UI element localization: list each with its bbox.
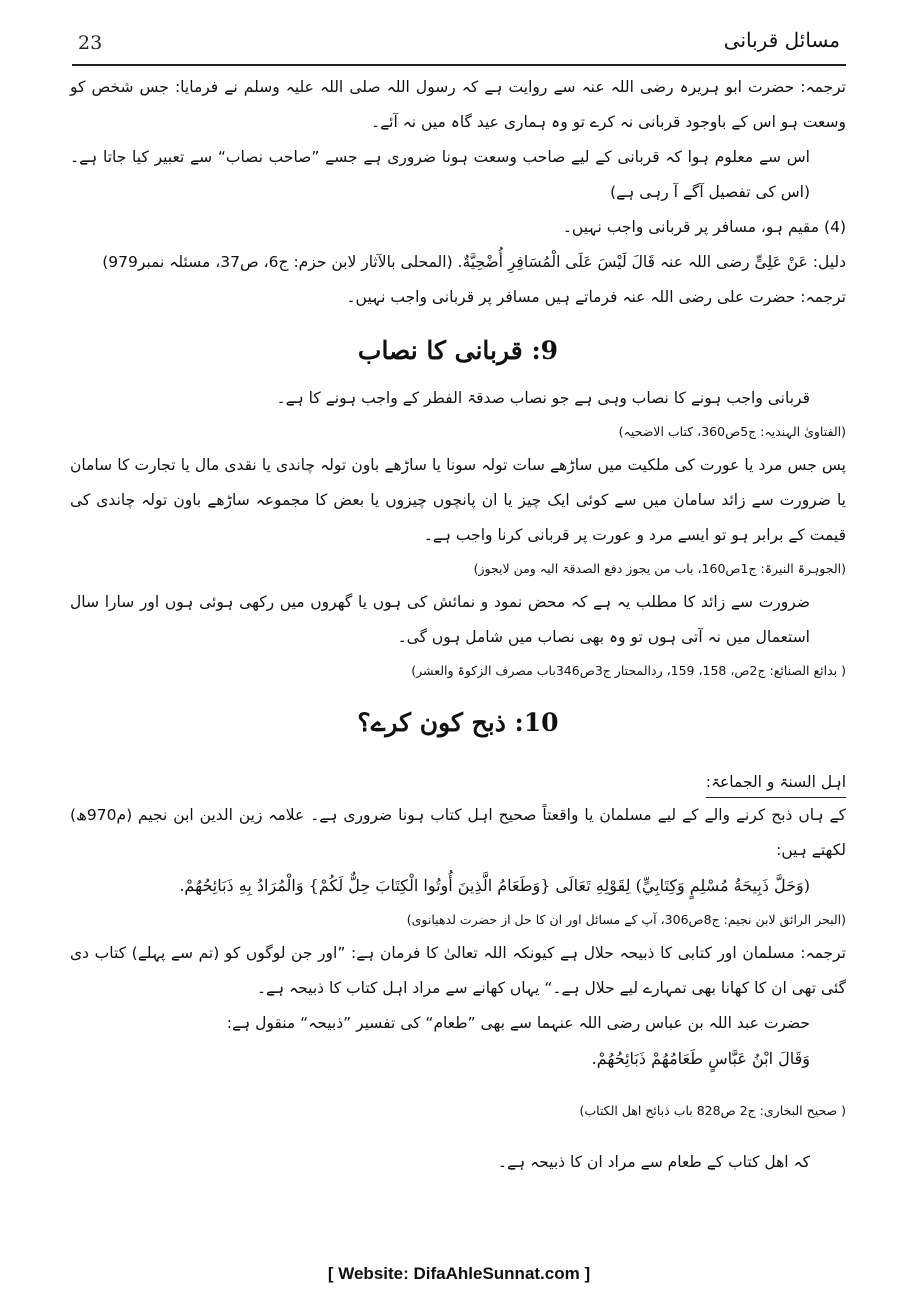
reference: (البحر الرائق لابن نجیم: ج8ص306، آپ کے مسائل اور ان کا حل از حضرت لدھیانوی) xyxy=(406,912,846,927)
section-heading: 10: ذبح کون کرے؟ xyxy=(357,708,559,737)
page-header xyxy=(72,28,846,66)
reference: (الجوہرۃ النیرۃ: ج1ص160، باب من یجوز دفع الصدقۃ الیہ ومن لایجوز) xyxy=(473,561,846,576)
body-paragraph: حضرت عبد اللہ بن عباس رضی اللہ عنہما سے بھی ”طعام“ کی تفسیر ”ذبیحہ“ منقول ہے: xyxy=(226,1014,810,1032)
arabic-quote: (وَحَلَّ ذَبِيحَةُ مُسْلِمٍ وَكِتَابِيٍّ) لِقَوْلِهِ تَعَالَى {وَطَعَامُ الَّذِينَ أُوتُوا الْكِتَابَ حِلٌّ لَكُمْ} وَالْمُرَادُ بِهِ ذَبَائِحُهُمْ. xyxy=(179,876,810,895)
translation-paragraph: ترجمہ: مسلمان اور کتابی کا ذبیحہ حلال ہے کیونکہ اللہ تعالیٰ کا فرمان ہے: ”اور جن لوگوں کو (تم سے پہلے) کتاب دی گئی تھی ان کا کھانا بھی تمہارے لیے حلال ہے۔“ یہاں کھانے سے مراد اہل کتاب کا ذبیحہ ہے۔ xyxy=(70,944,846,997)
body-paragraph: قربانی واجب ہونے کا نصاب وہی ہے جو نصاب صدقۃ الفطر کے واجب ہونے کا ہے۔ xyxy=(276,389,810,407)
page-number: 23 xyxy=(78,32,103,54)
body-paragraph: اس سے معلوم ہوا کہ قربانی کے لیے صاحب وسعت ہونا ضروری ہے جسے ”صاحب نصاب“ سے تعبیر کیا جاتا ہے۔(اس کی تفصیل آگے آ رہی ہے) xyxy=(70,148,810,201)
body-paragraph: کہ اھل کتاب کے طعام سے مراد ان کا ذبیحہ ہے۔ xyxy=(497,1153,810,1171)
sub-heading: اہل السنۃ و الجماعۃ: xyxy=(706,767,846,798)
body-paragraph: کے ہاں ذبح کرنے والے کے لیے مسلمان یا واقعتاً صحیح اہل کتاب ہونا ضروری ہے۔ علامہ زین الدین ابن نجیم (م970ھ) لکھتے ہیں: xyxy=(70,806,846,859)
page-body xyxy=(70,70,846,1180)
evidence-paragraph: دلیل: عَنْ عَلِیٍّ رضی اللہ عنہ قَالَ لَيْسَ عَلَى الْمُسَافِرِ أُضْحِيَّةٌ. (المحلی بالآثار لابن حزم: ج6، ص37، مسئلہ نمبر979) xyxy=(102,253,846,271)
body-paragraph: پس جس مرد یا عورت کی ملکیت میں ساڑھے سات تولہ سونا یا ساڑھے باون تولہ چاندی یا نقدی مال یا تجارت کا سامان یا ضرورت سے زائد سامان میں سے کوئی ایک چیز یا ان پانچوں چیزوں یا بعض کا مجموعہ ساڑھے باون تولہ چاندی کی قیمت کے برابر ہو تو ایسے مرد و عورت پر قربانی کرنا واجب ہے۔ xyxy=(70,456,846,544)
section-heading: 9: قربانی کا نصاب xyxy=(357,336,559,365)
translation-paragraph: ترجمہ: حضرت ابو ہریرہ رضی اللہ عنہ سے روایت ہے کہ رسول اللہ صلی اللہ علیہ وسلم نے فرمایا: جس شخص کو وسعت ہو اس کے باوجود قربانی نہ کرے تو وہ ہماری عید گاہ میں نہ آئے۔ xyxy=(70,78,846,131)
reference: (الفتاویٰ الہندیہ: ج5ص360، کتاب الاضحیہ) xyxy=(618,424,846,439)
arabic-quote: وَقَالَ ابْنُ عَبَّاسٍ طَعَامُهُمْ ذَبَائِحُهُمْ. xyxy=(591,1049,810,1068)
website-footer: [ Website: DifaAhleSunnat.com ] xyxy=(327,1264,591,1283)
reference: ( صحیح البخاری: ج2 ص828 باب ذبائح اھل الکتاب) xyxy=(579,1103,846,1118)
reference: ( بدائع الصنائع: ج2ص، 158، 159، ردالمحتار ج3ص346باب مصرف الزکوۃ والعشر) xyxy=(411,663,846,678)
condition-item: (4) مقیم ہو، مسافر پر قربانی واجب نہیں۔ xyxy=(562,218,846,236)
body-paragraph: ضرورت سے زائد کا مطلب یہ ہے کہ محض نمود و نمائش کی ہوں یا گھروں میں رکھی ہوئی ہوں اور سارا سال استعمال میں نہ آتی ہوں تو وہ بھی نصاب میں شامل ہوں گی۔ xyxy=(70,593,810,646)
running-title: مسائل قربانی xyxy=(723,28,840,52)
translation-paragraph: ترجمہ: حضرت علی رضی اللہ عنہ فرماتے ہیں مسافر پر قربانی واجب نہیں۔ xyxy=(346,288,846,306)
